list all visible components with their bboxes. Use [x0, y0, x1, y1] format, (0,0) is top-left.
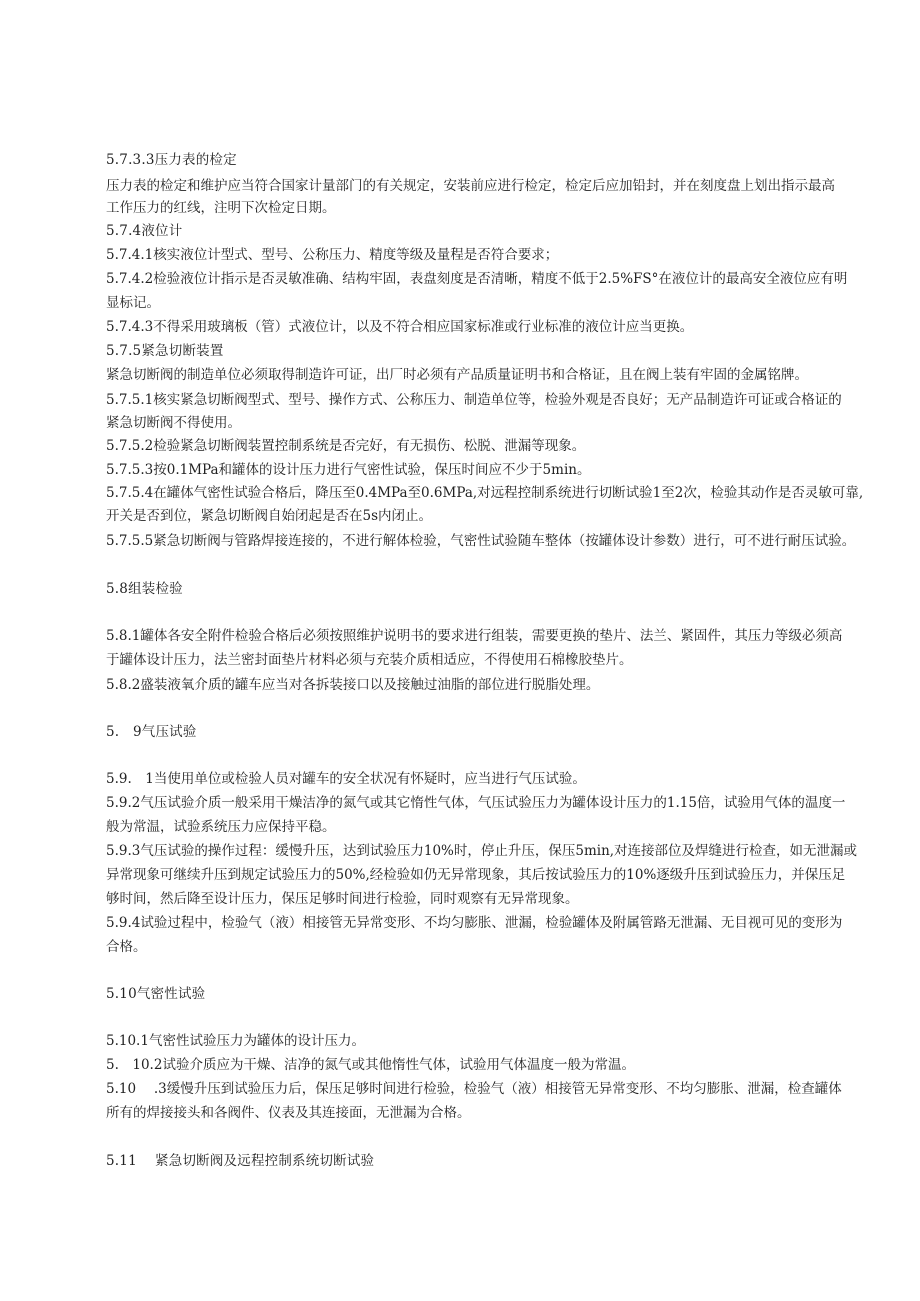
section-title-5-7-5: 5.7.5紧急切断装置 [106, 343, 224, 359]
list-item-5-9-4-cont: 合格。 [106, 939, 147, 955]
section-title-5-10: 5.10气密性试验 [106, 986, 206, 1002]
list-item-5-7-5-1: 5.7.5.1核实紧急切断阀型式、型号、操作方式、公称压力、制造单位等，检验外观是否良好；无产品制造许可证或合格证的 [106, 392, 842, 408]
list-item-5-7-5-4: 5.7.5.4在罐体气密性试验合格后，降压至0.4MPa至0.6MPa,对远程控制系统进行切断试验1至2次，检验其动作是否灵敏可靠, [106, 485, 864, 501]
paragraph-line: 工作压力的红线，注明下次检定日期。 [106, 200, 336, 216]
list-item-5-7-5-3: 5.7.5.3按0.1MPa和罐体的设计压力进行气密性试验，保压时间应不少于5min。 [106, 462, 591, 478]
list-item-5-7-5-1-cont: 紧急切断阀不得使用。 [106, 415, 241, 431]
list-item-5-9-3-cont: 够时间，然后降至设计压力，保压足够时间进行检验，同时观察有无异常现象。 [106, 891, 579, 907]
list-item-5-10-2: 5. 10.2试验介质应为干燥、洁净的氮气或其他惰性气体，试验用气体温度一般为常温。 [106, 1057, 635, 1073]
list-item-5-7-4-2: 5.7.4.2检验液位计指示是否灵敏准确、结构牢固，表盘刻度是否清晰，精度不低于2.5%FS°在液位计的最高安全液位应有明 [106, 271, 848, 287]
section-title-5-9: 5. 9气压试验 [106, 724, 197, 740]
list-item-5-10-3: 5.10 .3缓慢升压到试验压力后，保压足够时间进行检验，检验气（液）相接管无异常变形、不均匀膨胀、泄漏，检查罐体 [106, 1081, 842, 1097]
paragraph-line: 压力表的检定和维护应当符合国家计量部门的有关规定，安装前应进行检定，检定后应加铅封，并在刻度盘上划出指示最高 [106, 178, 835, 194]
list-item-5-9-3-cont: 异常现象可继续升压到规定试验压力的50%,经检验如仍无异常现象，其后按试验压力的10%逐级升压到试验压力，并保压足 [106, 867, 846, 883]
list-item-5-8-2: 5.8.2盛装液氧介质的罐车应当对各拆装接口以及接触过油脂的部位进行脱脂处理。 [106, 677, 600, 693]
section-title-5-7-3-3: 5.7.3.3压力表的检定 [106, 152, 237, 168]
list-item-5-7-4-1: 5.7.4.1核实液位计型式、型号、公称压力、精度等级及量程是否符合要求； [106, 247, 559, 263]
list-item-5-9-4: 5.9.4试验过程中，检验气（液）相接管无异常变形、不均匀膨胀、泄漏，检验罐体及附属管路无泄漏、无目视可见的变形为 [106, 915, 843, 931]
list-item-5-10-1: 5.10.1气密性试验压力为罐体的设计压力。 [106, 1033, 365, 1049]
section-title-5-11: 5.11 紧急切断阀及远程控制系统切断试验 [106, 1153, 375, 1169]
list-item-5-7-4-3: 5.7.4.3不得采用玻璃板（管）式液位计，以及不符合相应国家标准或行业标准的液位计应当更换。 [106, 319, 694, 335]
section-title-5-8: 5.8组装检验 [106, 581, 183, 597]
list-item-5-7-4-2-cont: 显标记。 [106, 295, 160, 311]
paragraph-5-7-5-intro: 紧急切断阀的制造单位必须取得制造许可证，出厂时必须有产品质量证明书和合格证，且在阀上装有牢固的金属铭牌。 [106, 367, 808, 383]
list-item-5-10-3-cont: 所有的焊接接头和各阀件、仪表及其连接面，无泄漏为合格。 [106, 1105, 471, 1121]
section-title-5-7-4: 5.7.4液位计 [106, 223, 183, 239]
list-item-5-9-1: 5.9. 1当使用单位或检验人员对罐车的安全状况有怀疑时，应当进行气压试验。 [106, 771, 586, 787]
list-item-5-8-1: 5.8.1罐体各安全附件检验合格后必须按照维护说明书的要求进行组装，需要更换的垫片、法兰、紧固件，其压力等级必须高 [106, 628, 843, 644]
list-item-5-9-2: 5.9.2气压试验介质一般采用干燥洁净的氮气或其它惰性气体，气压试验压力为罐体设计压力的1.15倍，试验用气体的温度一 [106, 795, 846, 811]
list-item-5-7-5-5: 5.7.5.5紧急切断阀与管路焊接连接的，不进行解体检验，气密性试验随车整体（按罐体设计参数）进行，可不进行耐压试验。 [106, 533, 856, 549]
list-item-5-7-5-2: 5.7.5.2检验紧急切断阀装置控制系统是否完好，有无损伤、松脱、泄漏等现象。 [106, 438, 586, 454]
list-item-5-9-2-cont: 般为常温，试验系统压力应保持平稳。 [106, 819, 336, 835]
list-item-5-8-1-cont: 于罐体设计压力，法兰密封面垫片材料必须与充装介质相适应，不得使用石棉橡胶垫片。 [106, 652, 633, 668]
list-item-5-9-3: 5.9.3气压试验的操作过程：缓慢升压，达到试验压力10%时，停止升压，保压5min,对连接部位及焊缝进行检查，如无泄漏或 [106, 843, 858, 859]
list-item-5-7-5-4-cont: 开关是否到位，紧急切断阀自始闭起是否在5s内闭止。 [106, 508, 433, 524]
